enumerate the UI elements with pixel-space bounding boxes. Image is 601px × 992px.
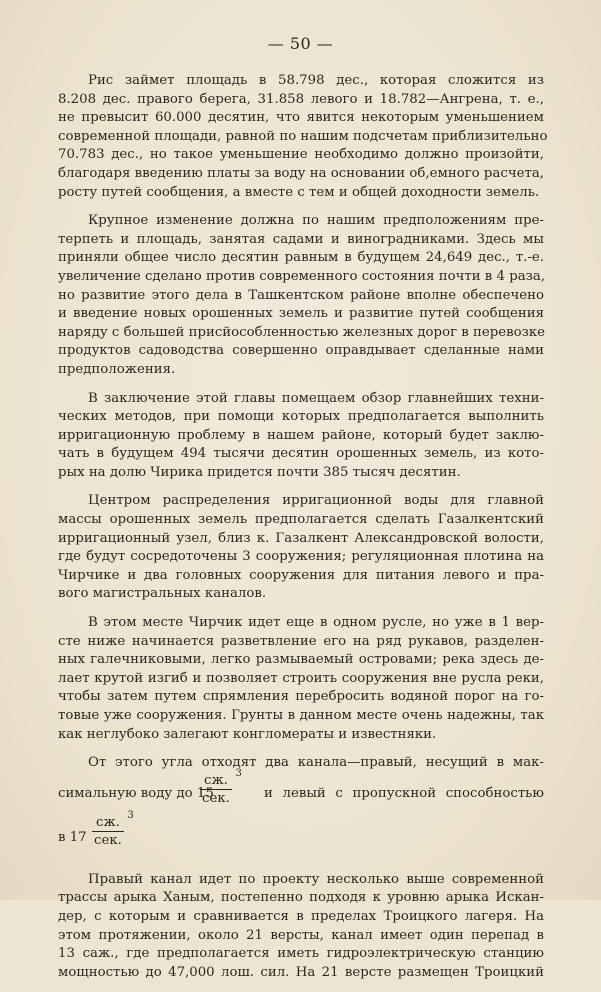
fraction-denominator: сек. [94, 832, 122, 848]
text-line: Правый канал идет по проекту несколько выше современной [88, 871, 544, 887]
text-line: увеличение сделано против современного состояния почти в 4 раза, [58, 268, 546, 284]
fraction-numerator-text: сж. [96, 814, 120, 830]
text-line: ческих методов, при помощи которых предполагается выполнить [58, 409, 544, 425]
text-line: ирригационную проблему в нашем районе, который будет заклю- [58, 427, 544, 443]
text-line: лает крутой изгиб и позволяет строить сооружения вне русла реки, [58, 670, 544, 686]
text-line: и введение новых орошенных земель и развитие путей сообщения [58, 306, 544, 322]
fraction-numerator [92, 809, 134, 832]
fraction-denominator: сек. [202, 790, 230, 806]
text-line: терпеть и площадь, занятая садами и виноградниками. Здесь мы [58, 231, 544, 247]
text-line: 70.783 дес., но такое уменьшение необходимо должно произойти, [58, 147, 544, 163]
text-line: ных галечниковыми, легко размываемый островами; река здесь де- [58, 652, 544, 668]
text-line: где будут сосредоточены 3 сооружения; регуляционная плотина на [58, 549, 544, 565]
text-line: От этого угла отходят два канала—правый, несущий в мак- [88, 755, 544, 771]
paragraph-rice-area [58, 72, 548, 202]
paragraph-right-canal [58, 871, 544, 983]
text-line: трассы арыка Ханым, постепенно подходя к уровню арыка Искан- [58, 890, 544, 906]
text-segment: и левый с пропускной способностью [264, 785, 544, 801]
paragraph-conclusion [58, 390, 544, 483]
text-line: Рис займет площадь в 58.798 дес., которая сложится из [88, 73, 544, 88]
text-line: Центром распределения ирригационной воды для главной [88, 493, 544, 509]
paragraph-gardens [58, 212, 544, 379]
text-line: предположения. [58, 361, 176, 377]
text-line: благодаря введению платы за воду на основании об,емного расчета, [58, 165, 544, 181]
text-line: чтобы затем путем спрямления перебросить водяной порог на го- [58, 689, 544, 705]
fraction-numerator [200, 767, 242, 790]
text-line: чать в будущем 494 тысячи десятин орошенных земель, из кото- [58, 446, 544, 462]
text-line: рых на долю Чирика придется почти 385 тысяч десятин. [58, 464, 461, 480]
fraction-exponent: 3 [127, 809, 134, 821]
fraction-flow-left [92, 809, 134, 849]
text-line: вого магистральных каналов. [58, 586, 267, 602]
text-line: сте ниже начинается разветвление его на ряд рукавов, разделен- [58, 633, 544, 649]
text-line: В этом месте Чирчик идет еще в одном русле, но уже в 1 вер- [88, 615, 544, 631]
text-line: 13 саж., где предполагается иметь гидроэлектрическую станцию [58, 946, 544, 962]
text-line: товые уже сооружения. Грунты в данном месте очень надежны, так [58, 708, 544, 723]
fraction-exponent: 3 [235, 767, 242, 779]
text-segment: симальную воду до 15 [58, 785, 214, 801]
text-segment: в 17 [58, 829, 87, 845]
text-line: наряду с большей присйособленностью железных дорог в перевозке [58, 324, 546, 340]
text-line: этом протяжении, около 21 версты, канал имеет один перепад в [58, 927, 544, 943]
paragraph-distribution-center [58, 492, 544, 604]
text-line: мощностью до 47,000 лош. сил. На 21 версте размещен Троицкий [58, 964, 544, 980]
text-line: не превысит 60.000 десятин, что явится некоторым уменьшением [58, 110, 544, 126]
body-text [58, 72, 548, 992]
text-line: ирригационный узел, близ к. Газалкент Александровской волости, [58, 530, 544, 546]
page-number: — 50 — [267, 34, 334, 53]
paragraph-chirchik-river [58, 614, 544, 744]
text-line: Крупное изменение должна по нашим предположениям пре- [88, 213, 544, 229]
text-line: Чирчике и два головных сооружения для питания левого и пра- [58, 567, 544, 583]
formula-line-right-canal [58, 767, 544, 813]
fraction-numerator-text: сж. [204, 772, 228, 788]
text-line: приняли общее число десятин равным в будущем 24,649 дес., т.-е. [58, 250, 544, 266]
text-line: дер, с которым и сравнивается в пределах Троицкого лагеря. На [58, 908, 544, 924]
paragraph-canals [58, 754, 544, 861]
text-line: массы орошенных земель предполагается сделать Газалкентский [58, 512, 544, 528]
text-line: 8.208 дес. правого берега, 31.858 левого и 18.782—Ангрена, т. е., [58, 91, 544, 107]
text-line: продуктов садоводства совершенно оправдывает сделанные нами [58, 343, 544, 359]
formula-line-left-canal [58, 809, 544, 861]
text-line: современной площади, равной по нашим подсчетам приблизительно [58, 128, 548, 144]
text-line: но развитие этого дела в Ташкентском районе вполне обеспечено [58, 287, 544, 303]
text-line: В заключение этой главы помещаем обзор главнейших техни- [88, 390, 544, 406]
text-line: как неглубоко залегают конгломераты и известняки. [58, 726, 437, 742]
text-line: росту путей сообщения, а вместе с тем и общей доходности земель. [58, 184, 540, 200]
fraction-flow-right [200, 767, 242, 807]
